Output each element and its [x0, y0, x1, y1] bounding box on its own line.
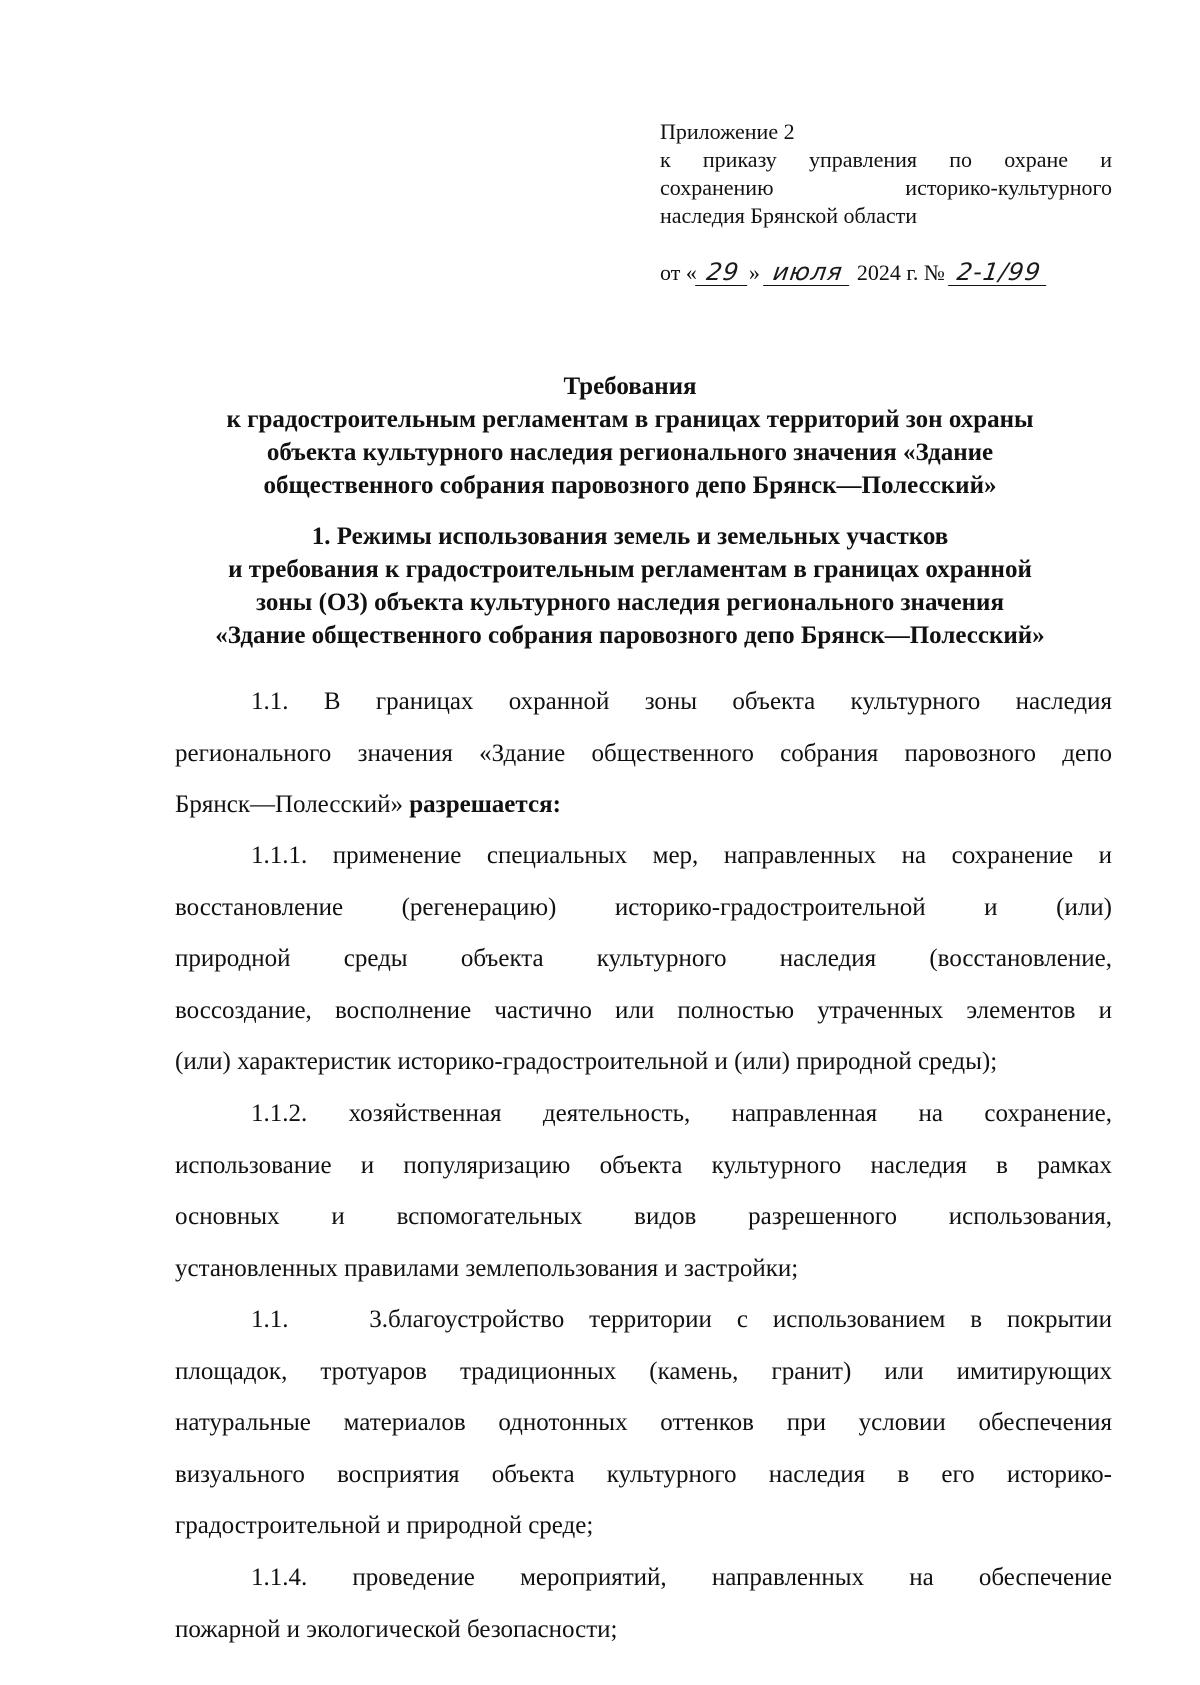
section-1-heading [150, 520, 1110, 652]
section-1-line-3: зоны (ОЗ) объекта культурного наследия регионального значения [256, 589, 1004, 616]
paragraph-line: визуального восприятия объекта культурного наследия в его историко- [175, 1460, 1112, 1488]
paragraph-line: воссоздание, восполнение частично или полностью утраченных элементов и [175, 996, 1112, 1024]
paragraph-text: Брянск—Полесский» [175, 791, 403, 818]
paragraph-line: восстановление (регенерацию) историко-градостроительной и (или) [175, 893, 1112, 921]
order-quote-close: » [748, 260, 760, 285]
section-1-line-4: «Здание общественного собрания паровозного депо Брянск—Полесский» [215, 622, 1045, 649]
appendix-title: Приложение 2 [660, 119, 795, 144]
paragraph-1-1-1 [175, 830, 1112, 1088]
title-line-1: Требования [563, 373, 697, 400]
handwritten-order-number: 2-1/99 [948, 259, 1050, 286]
paragraph-line: использование и популяризацию объекта культурного наследия в рамках [175, 1151, 1112, 1179]
section-1-line-1: 1. Режимы использования земель и земельных участков [311, 523, 949, 550]
paragraph-line: (или) характеристик историко-градостроительной и (или) природной среды); [175, 1048, 998, 1075]
paragraph-line: 1.1. В границах охранной зоны объекта культурного наследия [251, 688, 1112, 715]
paragraph-line: площадок, тротуаров традиционных (камень, гранит) или имитирующих [175, 1357, 1112, 1385]
allowed-keyword: разрешается: [409, 791, 561, 818]
order-year: 2024 г. № [856, 260, 945, 285]
appendix-line-2: к приказу управления по охране и [660, 147, 1112, 172]
paragraph-1-1-4 [175, 1552, 1112, 1655]
paragraph-line [175, 1294, 1112, 1346]
paragraph-line: градостроительной и природной среде; [175, 1512, 594, 1539]
paragraph-line [175, 779, 1112, 831]
order-prefix: от « [660, 260, 697, 285]
title-line-4: общественного собрания паровозного депо Брянск—Полесский» [263, 472, 997, 499]
paragraph-1-1-3 [175, 1294, 1112, 1552]
paragraph-line: пожарной и экологической безопасности; [175, 1615, 618, 1643]
document-title [150, 370, 1110, 502]
handwritten-day: 29 [695, 259, 751, 286]
paragraph-line: 1.1.2. хозяйственная деятельность, направленная на сохранение, [251, 1100, 1112, 1127]
paragraph-line: установленных правилами землепользования и застройки; [175, 1254, 799, 1282]
appendix-line-3: сохранению историко-культурного [660, 175, 1112, 200]
paragraph-line: основных и вспомогательных видов разрешенного использования, [175, 1203, 1112, 1230]
paragraph-line: природной среды объекта культурного наследия (восстановление, [175, 945, 1112, 972]
paragraph-1-1-2 [175, 1088, 1112, 1294]
order-date-number [660, 258, 1048, 288]
section-1-line-2: и требования к градостроительным регламентам в границах охранной [228, 556, 1032, 583]
paragraph-line: регионального значения «Здание общественного собрания паровозного депо [175, 739, 1112, 767]
paragraph-1-1 [175, 676, 1112, 831]
paragraph-text: благоустройство территории с использованием в покрытии [388, 1306, 1112, 1333]
paragraph-line: натуральные материалов однотонных оттенков при условии обеспечения [175, 1409, 1112, 1436]
handwritten-month: июля [763, 259, 853, 286]
paragraph-line: 1.1.4. проведение мероприятий, направленных на обеспечение [251, 1564, 1112, 1591]
title-line-3: объекта культурного наследия регионального значения «Здание [266, 439, 994, 466]
title-line-2: к градостроительным регламентам в границах территорий зон охраны [226, 406, 1034, 433]
appendix-header [660, 118, 1112, 230]
paragraph-number: 1.1. 3. [251, 1306, 388, 1333]
appendix-line-4: наследия Брянской области [660, 203, 918, 228]
paragraph-line: 1.1.1. применение специальных мер, направленных на сохранение и [251, 842, 1112, 869]
